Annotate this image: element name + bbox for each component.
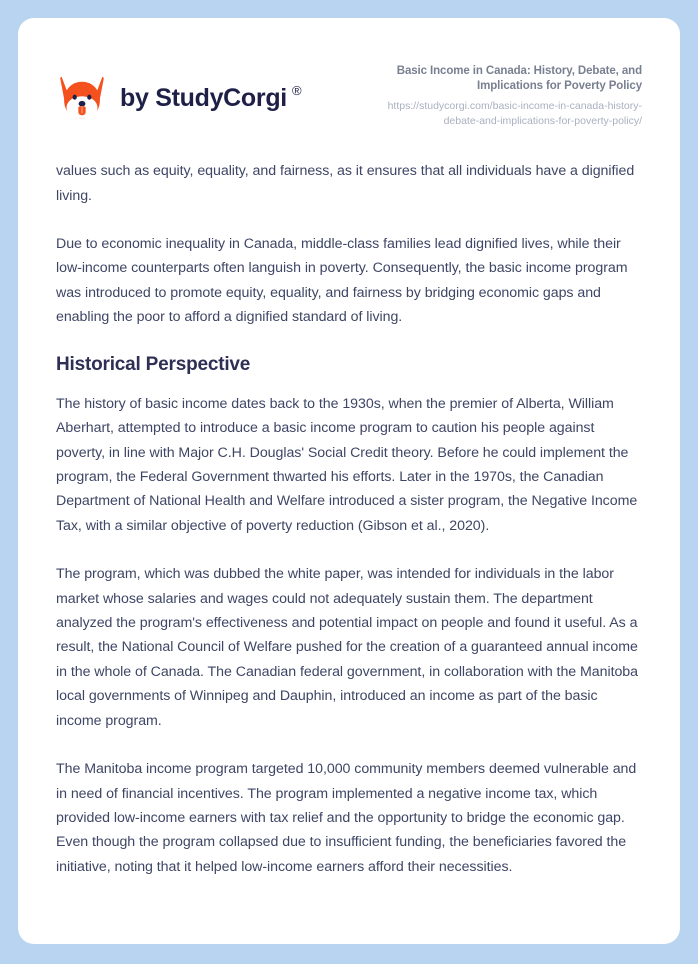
brand-wordmark-text: by StudyCorgi — [120, 83, 287, 112]
brand-lockup[interactable] — [56, 58, 301, 124]
document-header — [18, 18, 680, 129]
document-url[interactable]: https://studycorgi.com/basic-income-in-canada-history-debate-and-implications-for-poverty-policy/ — [387, 100, 642, 128]
section-heading: Historical Perspective — [56, 353, 251, 375]
document-title: Basic Income in Canada: History, Debate, and Implications for Poverty Policy — [396, 65, 642, 93]
document-card — [18, 18, 680, 944]
registered-trademark-icon: ® — [291, 82, 302, 98]
brand-wordmark — [120, 82, 302, 112]
paragraph: The history of basic income dates back to the 1930s, when the premier of Alberta, William Aberhart, attempted to introduce a basic income program to caution his people against poverty, in line with Major C.H. Douglas' Social Credit theory. Before he could implement the program, the Federal Government thwarted his efforts. Later in the 1970s, the Canadian Department of National Health and Welfare introduced a sister program, the Negative Income Tax, with a similar objective of poverty reduction (Gibson et al., 2020). — [56, 395, 638, 534]
paragraph: values such as equity, equality, and fairness, as it ensures that all individuals have a dignified living. — [56, 163, 635, 204]
corgi-face-logo-icon — [56, 72, 108, 124]
paragraph: The program, which was dubbed the white paper, was intended for individuals in the labor market whose salaries and wages could not adequately sustain them. The department analyzed the program's effectiveness and potential impact on people and found it useful. As a result, the National Council of Welfare pushed for the creation of a guaranteed annual income in the whole of Canada. The Canadian federal government, in collaboration with the Manitoba local governments of Winnipeg and Dauphin, introduced an income as part of the basic income program. — [56, 566, 638, 729]
document-body — [18, 129, 680, 879]
paragraph: Due to economic inequality in Canada, middle-class families lead dignified lives, while their low-income counterparts often languish in poverty. Consequently, the basic income program was introduced to promote equity, equality, and fairness by bridging economic gaps and enabling the poor to afford a dignified standard of living. — [56, 236, 628, 326]
document-meta — [352, 58, 642, 129]
paragraph: The Manitoba income program targeted 10,000 community members deemed vulnerable and in need of financial incentives. The program implemented a negative income tax, which provided low-income earners with tax relief and the opportunity to bridge the economic gap. Even though the program collapsed due to insufficient funding, the beneficiaries favored the initiative, noting that it helped low-income earners afford their necessities. — [56, 761, 637, 875]
